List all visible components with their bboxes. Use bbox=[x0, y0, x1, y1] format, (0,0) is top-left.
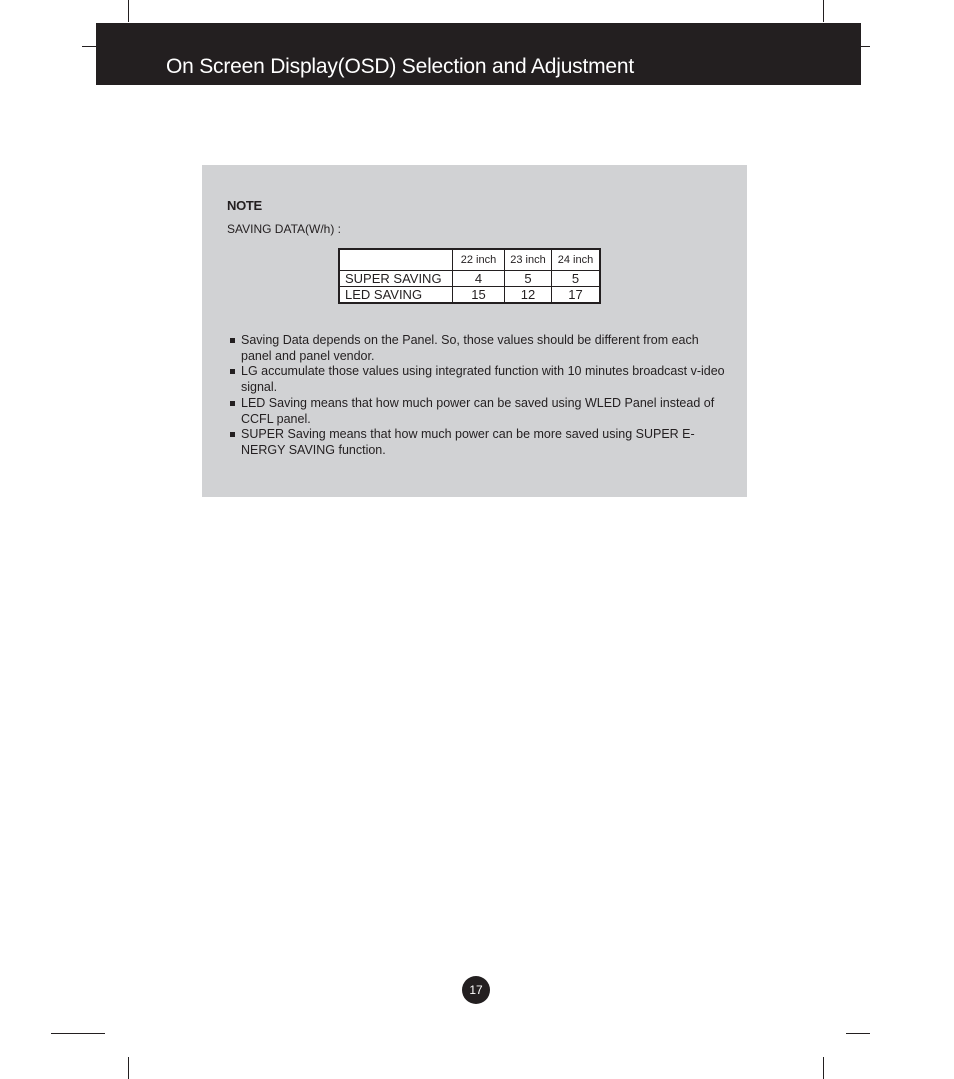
table-header-cell: 22 inch bbox=[453, 249, 505, 271]
note-heading: NOTE bbox=[227, 198, 262, 213]
saving-data-label: SAVING DATA(W/h) : bbox=[227, 222, 342, 236]
list-item-text: SUPER Saving means that how much power can be more saved using SUPER E-NERGY SAVING function. bbox=[241, 427, 695, 457]
page-title: On Screen Display(OSD) Selection and Adjustment bbox=[166, 55, 634, 78]
square-bullet-icon bbox=[230, 369, 235, 374]
table-cell: 5 bbox=[552, 271, 601, 287]
table-cell: 5 bbox=[505, 271, 552, 287]
table-cell: SUPER SAVING bbox=[339, 271, 453, 287]
saving-data-table bbox=[338, 248, 601, 304]
square-bullet-icon bbox=[230, 401, 235, 406]
square-bullet-icon bbox=[230, 432, 235, 437]
table-cell: 17 bbox=[552, 287, 601, 304]
list-item-text: LG accumulate those values using integrated function with 10 minutes broadcast v-ideo signal. bbox=[241, 364, 725, 395]
page-number: 17 bbox=[462, 976, 490, 1004]
square-bullet-icon bbox=[230, 338, 235, 343]
note-box bbox=[202, 165, 747, 497]
crop-mark-right-upper bbox=[861, 46, 870, 47]
header-bar bbox=[96, 23, 861, 85]
crop-mark-bottom-left bbox=[51, 1033, 105, 1034]
table-cell: LED SAVING bbox=[339, 287, 453, 304]
table-header-cell: 23 inch bbox=[505, 249, 552, 271]
table-cell: 4 bbox=[453, 271, 505, 287]
crop-mark-left-upper bbox=[82, 46, 96, 47]
crop-mark-top-right bbox=[823, 0, 824, 22]
crop-mark-bottom-right bbox=[846, 1033, 870, 1034]
table-cell: 12 bbox=[505, 287, 552, 304]
list-item-text: Saving Data depends on the Panel. So, those values should be different from each panel and panel vendor. bbox=[241, 333, 699, 363]
table-header-cell: 24 inch bbox=[552, 249, 601, 271]
crop-mark-bottom-right-vertical bbox=[823, 1057, 824, 1079]
table-cell: 15 bbox=[453, 287, 505, 304]
list-item bbox=[230, 396, 730, 427]
table-row bbox=[339, 271, 600, 287]
list-item-text: LED Saving means that how much power can be saved using WLED Panel instead of CCFL panel. bbox=[241, 395, 715, 426]
table-header-row bbox=[339, 249, 600, 271]
crop-mark-top-left bbox=[128, 0, 129, 22]
table-row bbox=[339, 287, 600, 304]
crop-mark-bottom-left-vertical bbox=[128, 1057, 129, 1079]
note-bullet-list bbox=[230, 333, 730, 459]
list-item bbox=[230, 364, 730, 395]
list-item bbox=[230, 333, 730, 364]
table-header-cell bbox=[339, 249, 453, 271]
list-item bbox=[230, 427, 730, 458]
